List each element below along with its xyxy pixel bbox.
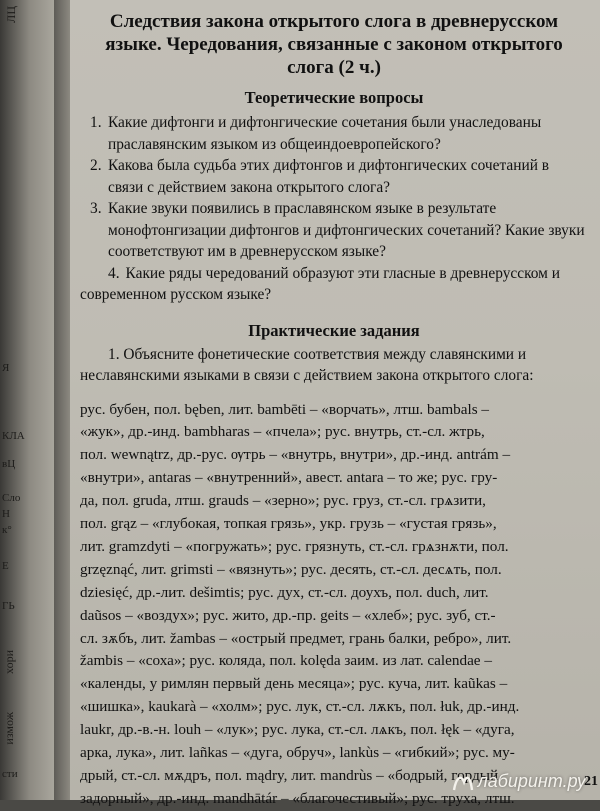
- example-line: задорный», др.-инд. mandhātár – «благочестивый»; рус. труха, лтш.: [80, 789, 515, 807]
- edge-fragment: Н: [2, 508, 10, 520]
- example-line: «жук», др.-инд. bambharas – «пчела»; рус. внутрь, ст.-сл. жтрь,: [80, 423, 485, 441]
- example-line: «календы, у римлян первый день месяца»; рус. куча, лит. kaũkas –: [80, 675, 508, 693]
- example-line: «внутри», antaras – «внутренний», авест. antara – то же; рус. гру-: [80, 469, 498, 487]
- example-line: grzęznąć, лит. grimsti – «вязнуть»; рус. десять, ст.-сл. десѧть, пол.: [80, 560, 502, 578]
- edge-fragment: КЛА: [2, 430, 25, 442]
- practice-heading: Практические задания: [248, 320, 420, 340]
- question-text: Какие звуки появились в праславянском языке в результате монофтонгизации дифтонгов и дифтонгических сочетаний? Какие звуки соответствуют им в древнерусском языке?: [108, 200, 585, 260]
- edge-fragment: вЦ: [2, 458, 16, 470]
- facing-page-edge: [0, 0, 54, 800]
- edge-fragment: ЛЦ: [4, 6, 18, 23]
- question-number: 1.: [90, 114, 102, 131]
- question-number: 4.: [108, 264, 120, 282]
- examples-block: [80, 399, 588, 811]
- question-text: Какие дифтонги и дифтонгические сочетания были унаследованы праславянским языком из общеиндоевропейского?: [108, 114, 542, 153]
- example-line: dziesięć, др.-лит. dešimtis; рус. дух, ст.-сл. доухъ, пол. duch, лит.: [80, 583, 489, 601]
- page-number: 21: [584, 774, 598, 789]
- page-title: Следствия закона открытого слога в древнерусском языке. Чередования, связанные с законом открытого слога (2 ч.): [105, 11, 563, 78]
- example-line: laukr, др.-в.-н. louh – «лук»; рус. лука, ст.-сл. лѧкъ, пол. łęk – «дуга,: [80, 721, 515, 739]
- example-line: пол. grąz – «глубокая, топкая грязь», укр. грузь – «густая грязь»,: [80, 515, 497, 533]
- edge-fragment: Е: [2, 560, 9, 572]
- question-number: 3.: [90, 200, 102, 217]
- example-line: да, пол. gruda, лтш. grauds – «зерно»; рус. груз, ст.-сл. грѧзити,: [80, 492, 486, 510]
- edge-fragment: к°: [2, 524, 12, 536]
- theory-question-list: [80, 112, 588, 306]
- theory-question: [80, 112, 588, 155]
- edge-fragment: хори: [2, 650, 16, 674]
- task-intro: 1. Объясните фонетические соответствия между славянскими и неславянскими языками в связи с действием закона открытого слога:: [80, 345, 534, 384]
- example-line: рус. бубен, пол. bęben, лит. bambēti – «ворчать», лтш. bambals –: [80, 400, 490, 418]
- theory-question: [80, 198, 588, 263]
- edge-fragment: Я: [2, 362, 10, 374]
- edge-fragment: Сло: [2, 492, 21, 504]
- edge-fragment: ГЬ: [2, 600, 15, 612]
- watermark-text: лабиринт.ру: [477, 771, 586, 791]
- question-number: 2.: [90, 157, 102, 174]
- example-line: «шишка», kaukarà – «холм»; рус. лук, ст.-сл. лѫкъ, пол. łuk, др.-инд.: [80, 698, 520, 716]
- edge-fragment: сти: [2, 768, 18, 780]
- theory-question: [80, 263, 588, 306]
- edge-fragment: измож: [2, 712, 16, 745]
- example-line: žambis – «соха»; рус. коляда, пол. kolęda заим. из лат. calendae –: [80, 652, 492, 670]
- book-page: [70, 0, 600, 807]
- example-line: дрый, ст.-сл. мѫдръ, пол. mądry, лит. mandrùs – «бодрый, гордый,: [80, 767, 502, 784]
- theory-question: [80, 155, 588, 198]
- page-content: [80, 10, 588, 811]
- example-line: арка, лука», лит. lañkas – «дуга, обруч», lankùs – «гибкий»; рус. му-: [80, 744, 515, 762]
- book-gutter: [54, 0, 70, 800]
- example-line: сл. зѫбъ, лит. žambas – «острый предмет, грань балки, ребро», лит.: [80, 629, 512, 647]
- labirint-logo-icon: [452, 772, 474, 792]
- example-line: пол. wewnątrz, др.-рус. ѹтрь – «внутрь, внутри», др.-инд. antrám –: [80, 446, 511, 464]
- question-text: Какие ряды чередований образуют эти гласные в древнерусском и современном русском языке?: [80, 264, 560, 303]
- theory-heading: Теоретические вопросы: [244, 88, 424, 107]
- example-line: лит. gramzdyti – «погружать»; рус. грязнуть, ст.-сл. грѧзнѫти, пол.: [80, 537, 509, 555]
- watermark: [452, 771, 586, 792]
- example-line: daũsos – «воздух»; рус. жито, др.-пр. geits – «хлеб»; рус. зуб, ст.-: [80, 606, 496, 624]
- question-text: Какова была судьба этих дифтонгов и дифтонгических сочетаний в связи с действием закона открытого слога?: [108, 157, 550, 196]
